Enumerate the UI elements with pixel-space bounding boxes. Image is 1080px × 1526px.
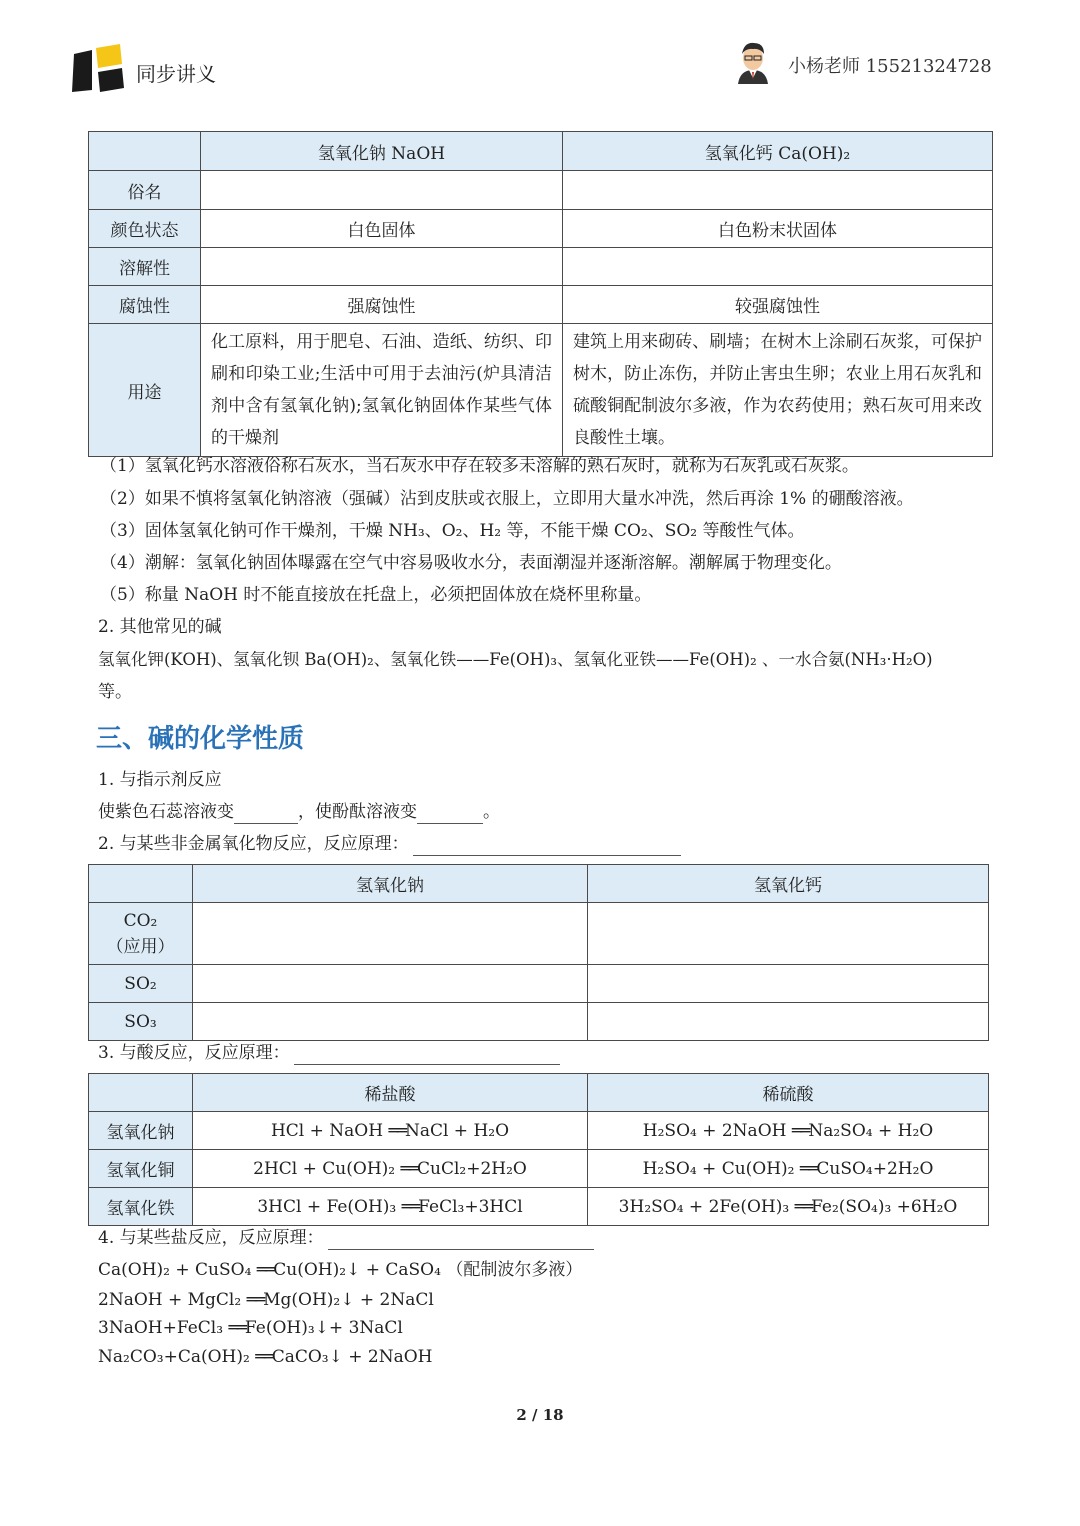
table-cell: 白色粉末状固体 — [563, 210, 993, 248]
table-cell — [563, 248, 993, 286]
equation-cell — [588, 1150, 989, 1188]
table-row — [89, 324, 993, 457]
brand-title: 同步讲义 — [136, 62, 216, 86]
teacher-avatar-icon — [732, 38, 774, 84]
equals-sign: ══ — [799, 1158, 817, 1179]
indicator-text-a: 使紫色石蕊溶液变 — [98, 802, 234, 822]
equals-sign: ══ — [401, 1196, 419, 1217]
table-row — [89, 1188, 989, 1226]
table-row — [89, 1150, 989, 1188]
row-label-note: （应用） — [106, 936, 175, 957]
table-header-row — [89, 865, 989, 903]
equation-right: CuCl₂+2H₂O — [416, 1158, 527, 1179]
equation-left: HCl + NaOH — [270, 1120, 384, 1141]
table-row — [89, 286, 993, 324]
table-header-cell: 氢氧化钠 NaOH — [201, 132, 563, 171]
table-header-cell — [89, 865, 193, 903]
note-4: （4）潮解：氢氧化钠固体曝露在空气中容易吸收水分，表面潮湿并逐渐溶解。潮解属于物理变化。 — [100, 553, 842, 573]
table-row — [89, 1112, 989, 1150]
equation-left: H₂SO₄ + Cu(OH)₂ — [642, 1158, 795, 1179]
equation-left: 2HCl + Cu(OH)₂ — [253, 1158, 396, 1179]
table-cell[interactable] — [588, 903, 989, 965]
table-cell: 白色固体 — [201, 210, 563, 248]
table-row — [89, 248, 993, 286]
answer-blank[interactable] — [294, 1046, 560, 1065]
table-header-cell — [89, 132, 201, 171]
answer-blank[interactable] — [328, 1231, 594, 1250]
row-label: 溶解性 — [89, 248, 201, 286]
equals-sign: ══ — [255, 1347, 272, 1367]
table-cell: 较强腐蚀性 — [563, 286, 993, 324]
equation-cell — [193, 1112, 588, 1150]
equation-cell — [588, 1112, 989, 1150]
table-cell — [201, 248, 563, 286]
table-row — [89, 965, 989, 1003]
salt-equation — [98, 1288, 434, 1312]
table-header-cell: 氢氧化钙 Ca(OH)₂ — [563, 132, 993, 171]
row-label: 俗名 — [89, 171, 201, 210]
equation-left: 3H₂SO₄ + 2Fe(OH)₃ — [618, 1196, 790, 1217]
equation-right: Na₂SO₄ + H₂O — [808, 1120, 934, 1141]
note-2: （2）如果不慎将氢氧化钠溶液（强碱）沾到皮肤或衣服上，立即用大量水冲洗，然后再涂 1% 的硼酸溶液。 — [100, 489, 914, 509]
salt-equation — [98, 1345, 433, 1369]
equals-sign: ══ — [256, 1260, 274, 1280]
salt-heading-text: 4. 与某些盐反应，反应原理： — [98, 1228, 324, 1248]
row-label-formula: CO₂ — [123, 910, 158, 931]
other-bases-heading: 2. 其他常见的碱 — [98, 617, 222, 637]
equation-left: 3NaOH+FeCl₃ — [98, 1318, 224, 1338]
table-row — [89, 171, 993, 210]
table-cell: 建筑上用来砌砖、刷墙；在树木上涂刷石灰浆，可保护树木，防止冻伤，并防止害虫生卵；农业上用石灰乳和硫酸铜配制波尔多液，作为农药使用；熟石灰可用来改良酸性土壤。 — [563, 324, 993, 457]
salt-equation — [98, 1258, 582, 1282]
oxide-table — [88, 864, 989, 1041]
equals-sign: ══ — [388, 1120, 405, 1141]
row-label: 氢氧化钠 — [89, 1112, 193, 1150]
equation-cell — [193, 1188, 588, 1226]
equation-right: Fe(OH)₃↓+ 3NaCl — [244, 1318, 403, 1338]
table-row — [89, 903, 989, 965]
page-number: 2 / 18 — [516, 1406, 564, 1424]
table-header-cell — [89, 1074, 193, 1112]
other-bases-line: 氢氧化钾(KOH)、氢氧化钡 Ba(OH)₂、氢氧化铁——Fe(OH)₃、氢氧化亚铁——Fe(OH)₂ 、一水合氨(NH₃·H₂O) — [98, 650, 933, 669]
table-cell: 强腐蚀性 — [201, 286, 563, 324]
acid-heading-text: 3. 与酸反应，反应原理： — [98, 1043, 290, 1063]
answer-blank[interactable] — [234, 805, 298, 824]
table-header-cell: 氢氧化钠 — [193, 865, 588, 903]
equation-right: Mg(OH)₂↓ + 2NaCl — [263, 1290, 434, 1310]
table-cell[interactable] — [193, 1003, 588, 1041]
answer-blank[interactable] — [417, 805, 483, 824]
equation-right: NaCl + H₂O — [404, 1120, 510, 1141]
row-label: 用途 — [89, 324, 201, 457]
equals-sign: ══ — [400, 1158, 417, 1179]
acid-table — [88, 1073, 989, 1226]
indicator-text-c: 。 — [483, 802, 500, 822]
equation-right: FeCl₃+3HCl — [418, 1196, 523, 1217]
brand-logo-icon — [70, 44, 126, 94]
indicator-heading: 1. 与指示剂反应 — [98, 770, 222, 790]
equation-left: 3HCl + Fe(OH)₃ — [257, 1196, 397, 1217]
row-label: 腐蚀性 — [89, 286, 201, 324]
row-label — [89, 903, 193, 965]
table-cell — [563, 171, 993, 210]
note-5: （5）称量 NaOH 时不能直接放在托盘上，必须把固体放在烧杯里称量。 — [100, 585, 652, 605]
oxide-heading — [98, 832, 681, 856]
equals-sign: ══ — [794, 1196, 812, 1217]
equals-sign: ══ — [228, 1318, 245, 1338]
table-cell: 化工原料，用于肥皂、石油、造纸、纺织、印刷和印染工业;生活中可用于去油污(炉具清洁剂中含有氢氧化钠);氢氧化钠固体作某些气体的干燥剂 — [201, 324, 563, 457]
table-cell[interactable] — [193, 903, 588, 965]
equation-cell — [193, 1150, 588, 1188]
equation-right: CaCO₃↓ + 2NaOH — [271, 1347, 433, 1367]
table-header-cell: 稀盐酸 — [193, 1074, 588, 1112]
note-3: （3）固体氢氧化钠可作干燥剂，干燥 NH₃、O₂、H₂ 等，不能干燥 CO₂、SO₂ 等酸性气体。 — [100, 521, 805, 541]
indicator-text-b: ，使酚酞溶液变 — [298, 802, 417, 822]
oxide-heading-text: 2. 与某些非金属氧化物反应，反应原理： — [98, 834, 409, 854]
table-row — [89, 210, 993, 248]
row-label: 颜色状态 — [89, 210, 201, 248]
equation-left: H₂SO₄ + 2NaOH — [642, 1120, 787, 1141]
equation-right: CuSO₄+2H₂O — [816, 1158, 934, 1179]
row-label: SO₂ — [89, 965, 193, 1003]
equation-left: 2NaOH + MgCl₂ — [98, 1290, 242, 1310]
table-header-cell: 稀硫酸 — [588, 1074, 989, 1112]
equation-note: （配制波尔多液） — [446, 1260, 583, 1280]
table-cell[interactable] — [588, 965, 989, 1003]
salt-equation — [98, 1316, 403, 1340]
row-label: 氢氧化铜 — [89, 1150, 193, 1188]
table-row — [89, 1003, 989, 1041]
equation-right: Fe₂(SO₄)₃ +6H₂O — [811, 1196, 958, 1217]
acid-heading — [98, 1041, 560, 1065]
table-cell[interactable] — [588, 1003, 989, 1041]
salt-heading — [98, 1226, 594, 1250]
equals-sign: ══ — [791, 1120, 809, 1141]
row-label: SO₃ — [89, 1003, 193, 1041]
table-cell[interactable] — [193, 965, 588, 1003]
row-label: 氢氧化铁 — [89, 1188, 193, 1226]
table-header-row — [89, 1074, 989, 1112]
section-title: 三、碱的化学性质 — [96, 724, 305, 754]
equation-right: Cu(OH)₂↓ + CaSO₄ — [273, 1260, 441, 1280]
properties-table — [88, 131, 993, 457]
equation-left: Na₂CO₃+Ca(OH)₂ — [98, 1347, 250, 1367]
table-header-cell: 氢氧化钙 — [588, 865, 989, 903]
teacher-contact: 小杨老师 15521324728 — [788, 56, 992, 77]
indicator-question — [98, 800, 500, 824]
other-bases-line-end: 等。 — [98, 682, 132, 702]
equals-sign: ══ — [246, 1290, 264, 1310]
equation-left: Ca(OH)₂ + CuSO₄ — [98, 1260, 252, 1280]
answer-blank[interactable] — [413, 837, 681, 856]
note-1: （1）氢氧化钙水溶液俗称石灰水，当石灰水中存在较多未溶解的熟石灰时，就称为石灰乳或石灰浆。 — [100, 456, 859, 476]
table-header-row — [89, 132, 993, 171]
equation-cell — [588, 1188, 989, 1226]
table-cell — [201, 171, 563, 210]
